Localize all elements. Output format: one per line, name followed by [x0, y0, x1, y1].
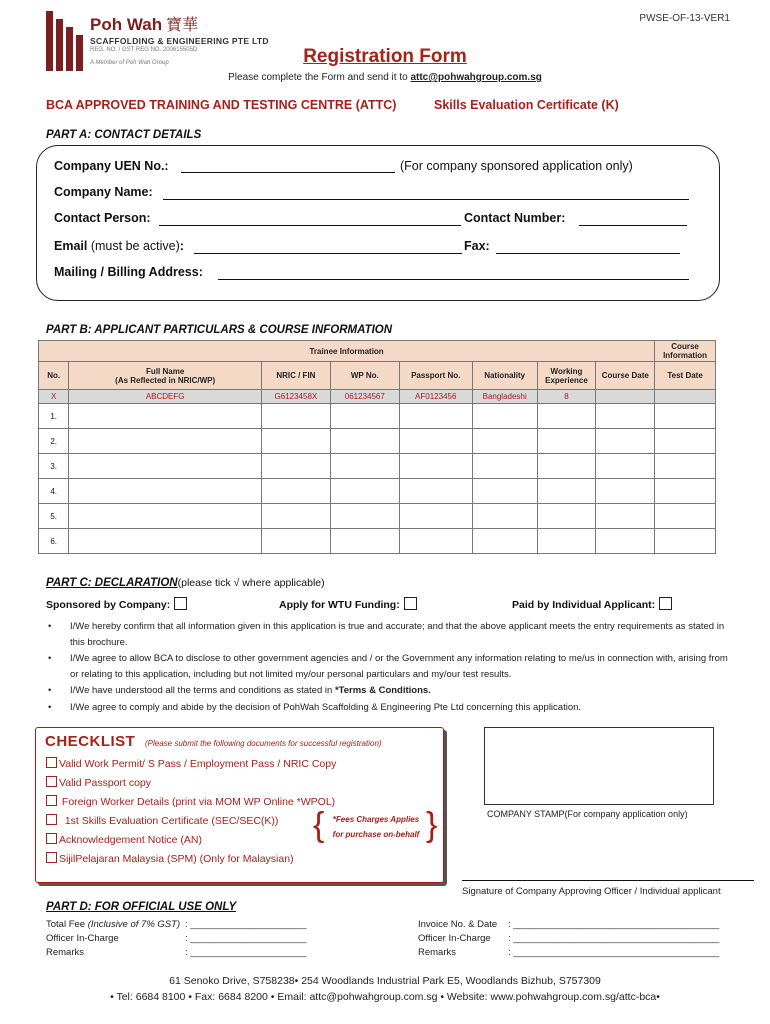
contact-number-input[interactable] — [579, 225, 687, 226]
checklist-item-label: Foreign Worker Details (print via MOM WP Online *WPOL) — [61, 796, 336, 808]
email-input[interactable] — [194, 253, 462, 254]
wtu-checkbox[interactable] — [404, 597, 417, 610]
checklist-item[interactable] — [46, 795, 335, 808]
address-label: Mailing / Billing Address: — [54, 265, 203, 279]
terms-text: I/We have understood all the terms and conditions as stated in — [70, 685, 333, 696]
terms-link: *Terms & Conditions. — [334, 685, 431, 696]
checkbox-icon[interactable] — [46, 814, 57, 825]
footer-contact: • Tel: 6684 8100 • Fax: 6684 8200 • Email: attc@pohwahgroup.com.sg • Website: www.pohwahgroup.com.sg/attc-bca• — [110, 991, 660, 1003]
row-number: 5. — [39, 504, 69, 529]
sample-experience: 8 — [537, 390, 596, 404]
checklist-item-label: SijilPelajaran Malaysia (SPM) (Only for Malaysian) — [59, 853, 294, 865]
fax-label: Fax: — [464, 239, 490, 253]
uen-note: (For company sponsored application only) — [400, 159, 633, 173]
remarks-input-right[interactable]: : _______________________________________ — [508, 947, 720, 958]
col-full-name-label: Full Name — [146, 366, 185, 376]
company-name-input[interactable] — [163, 199, 689, 200]
part-a-title: PART A: CONTACT DETAILS — [46, 129, 202, 141]
row-number: 3. — [39, 454, 69, 479]
sponsored-label: Sponsored by Company: — [46, 599, 171, 611]
email-note: (must be active) — [90, 239, 180, 253]
email-label: Email — [54, 239, 88, 253]
table-row[interactable] — [39, 404, 716, 429]
individual-label: Paid by Individual Applicant: — [512, 599, 656, 611]
individual-option — [512, 597, 672, 611]
wtu-label: Apply for WTU Funding: — [279, 599, 400, 611]
centre-title: BCA APPROVED TRAINING AND TESTING CENTRE (ATTC) — [46, 98, 397, 112]
company-reg-no: REG. NO. / GST REG NO. 200615505D — [90, 47, 198, 53]
part-c-heading — [46, 573, 325, 591]
trainee-info-header: Trainee Information — [39, 341, 655, 362]
sample-wp: 061234567 — [330, 390, 399, 404]
checklist-item-label: 1st Skills Evaluation Certificate (SEC/SEC(K)) — [64, 815, 279, 827]
fax-input[interactable] — [496, 253, 680, 254]
declaration-list — [46, 619, 736, 716]
col-no: No. — [39, 362, 69, 390]
address-input[interactable] — [218, 279, 689, 280]
officer-label-right: Officer In-Charge — [418, 933, 491, 944]
fees-note — [320, 812, 432, 842]
sponsored-option — [46, 597, 187, 611]
row-number: 4. — [39, 479, 69, 504]
checklist-item-label: Valid Passport copy — [59, 777, 152, 789]
instruction-text: Please complete the Form and send it to — [228, 72, 408, 83]
brace-right-icon: } — [426, 806, 438, 844]
company-name-label: Company Name: — [54, 185, 153, 199]
signature-line[interactable] — [462, 880, 754, 881]
part-b-title: PART B: APPLICANT PARTICULARS & COURSE INFORMATION — [46, 324, 393, 336]
col-nric: NRIC / FIN — [261, 362, 330, 390]
sample-course-date — [596, 390, 655, 404]
company-stamp-label: COMPANY STAMP(For company application only) — [487, 809, 688, 819]
remarks-label: Remarks — [46, 947, 85, 958]
sample-test-date — [655, 390, 716, 404]
col-full-name — [69, 362, 262, 390]
sample-nationality: Bangladeshi — [472, 390, 537, 404]
contact-person-label: Contact Person: — [54, 211, 151, 225]
col-passport: Passport No. — [399, 362, 472, 390]
part-c-note: (please tick √ where applicable) — [177, 577, 325, 589]
col-course-date: Course Date — [596, 362, 655, 390]
instruction-email-link[interactable]: attc@pohwahgroup.com.sg — [410, 72, 542, 83]
sample-no: X — [39, 390, 69, 404]
company-name: Poh Wah — [90, 15, 163, 34]
course-info-header: Course Information — [655, 341, 716, 362]
sample-row — [39, 390, 716, 404]
total-fee-input[interactable]: : ______________________ — [185, 919, 307, 930]
part-d-title: PART D: FOR OFFICIAL USE ONLY — [46, 901, 237, 913]
checklist-item-label: Valid Work Permit/ S Pass / Employment Pass / NRIC Copy — [59, 758, 337, 770]
checklist-title: CHECKLIST — [45, 733, 136, 750]
signature-label: Signature of Company Approving Officer / Individual applicant — [462, 886, 721, 897]
declaration-item — [46, 683, 736, 699]
checklist-item[interactable] — [46, 757, 336, 770]
declaration-item: • I/We agree to allow BCA to disclose to other government agencies and / or the Government any information relating to me/us in connection with, arising from or relating to this application, including but not limited my/our personal particulars and my/our test results. — [46, 651, 736, 682]
uen-label: Company UEN No.: — [54, 159, 169, 173]
total-fee-label: Total Fee — [46, 919, 86, 930]
remarks-input[interactable]: : ______________________ — [185, 947, 307, 958]
checklist-item[interactable] — [46, 814, 278, 827]
declaration-item: • I/We agree to comply and abide by the decision of PohWah Scaffolding & Engineering Pte Ltd concerning this application. — [46, 700, 736, 716]
company-chinese-name: 寶華 — [166, 15, 199, 34]
member-of: A Member of Poh Wah Group — [90, 60, 169, 66]
total-fee-note: (Inclusive of 7% GST) — [87, 919, 181, 930]
company-stamp-box[interactable] — [484, 727, 714, 805]
col-experience: Working Experience — [537, 362, 596, 390]
remarks-label-right: Remarks — [418, 947, 457, 958]
col-wp: WP No. — [330, 362, 399, 390]
row-number: 1. — [39, 404, 69, 429]
checklist-note: (Please submit the following documents for successful registration) — [145, 739, 382, 748]
col-test-date: Test Date — [655, 362, 716, 390]
form-instruction — [0, 72, 770, 83]
uen-input[interactable] — [181, 172, 395, 173]
checkbox-icon[interactable] — [46, 833, 57, 844]
table-row[interactable] — [39, 479, 716, 504]
footer-address: 61 Senoko Drive, S758238• 254 Woodlands Industrial Park E5, Woodlands Bizhub, S757309 — [169, 975, 601, 987]
checkbox-icon[interactable] — [46, 852, 57, 863]
col-full-name-sub: (As Reflected in NRIC/WP) — [115, 375, 216, 385]
checkbox-icon[interactable] — [46, 776, 57, 787]
contact-person-input[interactable] — [159, 225, 461, 226]
uen-row — [54, 159, 169, 173]
declaration-item: • I/We hereby confirm that all information given in this application is true and accurate; and that the above applicant meets the entry requirements as stated in this brochure. — [46, 619, 736, 650]
certificate-title: Skills Evaluation Certificate (K) — [434, 98, 619, 112]
checklist-item[interactable] — [46, 852, 294, 865]
checkbox-icon[interactable] — [46, 795, 57, 806]
wtu-option — [279, 597, 417, 611]
officer-input-right[interactable]: : _______________________________________ — [508, 933, 720, 944]
individual-checkbox[interactable] — [659, 597, 672, 610]
officer-label: Officer In-Charge — [46, 933, 119, 944]
col-nationality: Nationality — [472, 362, 537, 390]
company-subtitle: SCAFFOLDING & ENGINEERING PTE LTD — [90, 36, 269, 46]
table-row[interactable] — [39, 504, 716, 529]
sample-passport: AF0123456 — [399, 390, 472, 404]
form-title: Registration Form — [303, 46, 467, 67]
applicant-table — [38, 340, 716, 554]
table-row[interactable] — [39, 429, 716, 454]
contact-number-label: Contact Number: — [464, 211, 566, 225]
sponsored-checkbox[interactable] — [174, 597, 187, 610]
document-number: PWSE-OF-13-VER1 — [639, 13, 730, 24]
fees-line-2: for purchase on-behalf — [332, 830, 420, 839]
part-c-title: PART C: DECLARATION — [46, 577, 178, 589]
sample-nric: G6123458X — [261, 390, 330, 404]
checklist-item[interactable] — [46, 833, 202, 846]
row-number: 2. — [39, 429, 69, 454]
sample-name: ABCDEFG — [69, 390, 262, 404]
brace-left-icon: { — [313, 806, 325, 844]
checkbox-icon[interactable] — [46, 757, 57, 768]
invoice-label: Invoice No. & Date — [418, 919, 498, 930]
officer-input[interactable]: : ______________________ — [185, 933, 307, 944]
invoice-input[interactable]: : _______________________________________ — [508, 919, 720, 930]
fees-line-1: *Fees Charges Applies — [332, 815, 420, 824]
table-row[interactable] — [39, 529, 716, 554]
row-number: 6. — [39, 529, 69, 554]
checklist-item-label: Acknowledgement Notice (AN) — [59, 834, 202, 846]
checklist-item[interactable] — [46, 776, 151, 789]
total-fee-row — [46, 919, 180, 930]
table-row[interactable] — [39, 454, 716, 479]
